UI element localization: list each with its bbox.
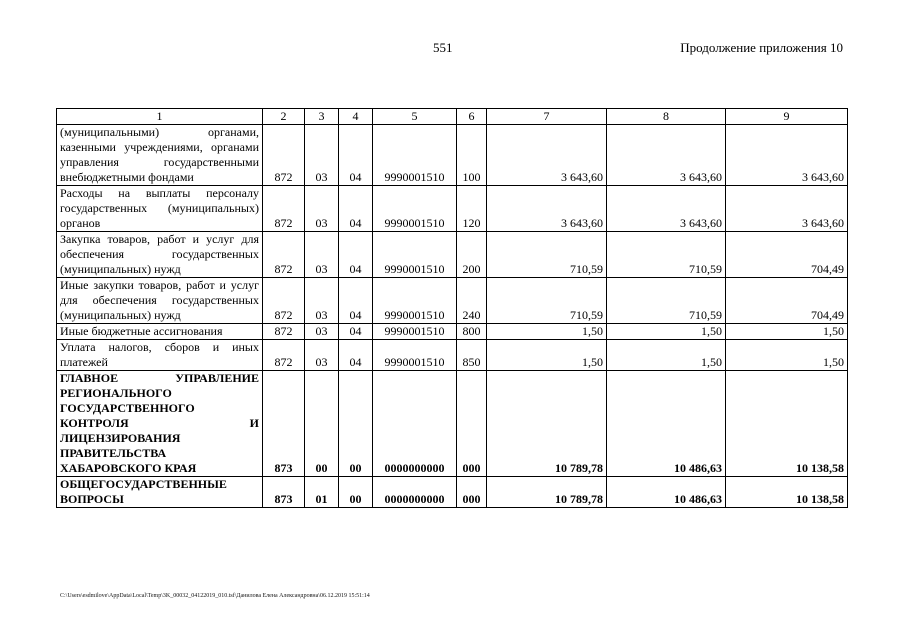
expense-name-cell: (муниципальными) органами, казенными учреждениями, органами управления государственными внебюджетными фондами bbox=[57, 125, 263, 186]
table-row bbox=[57, 186, 848, 232]
subsection-code-cell: 04 bbox=[339, 340, 373, 371]
subsection-code-cell: 00 bbox=[339, 477, 373, 508]
amount-cell: 3 643,60 bbox=[607, 125, 726, 186]
column-number: 8 bbox=[607, 109, 726, 125]
table-row bbox=[57, 340, 848, 371]
amount-cell: 10 138,58 bbox=[726, 477, 848, 508]
footer-file-path: C:\Users\esdmilove\AppData\Local\Temp\3K_00032_04122019_010.tsf\Данилова Елена Александровна\06.12.2019 15:51:14 bbox=[60, 593, 370, 599]
expense-name-cell: Расходы на выплаты персоналу государственных (муниципальных) органов bbox=[57, 186, 263, 232]
page-number: 551 bbox=[433, 40, 453, 55]
amount-cell: 710,59 bbox=[607, 232, 726, 278]
table-row bbox=[57, 324, 848, 340]
column-number: 9 bbox=[726, 109, 848, 125]
amount-cell: 1,50 bbox=[726, 340, 848, 371]
target-article-cell: 9990001510 bbox=[373, 278, 457, 324]
section-code-cell: 03 bbox=[305, 125, 339, 186]
subsection-code-cell: 04 bbox=[339, 232, 373, 278]
section-code-cell: 03 bbox=[305, 186, 339, 232]
expense-name-cell: ГЛАВНОЕ УПРАВЛЕНИЕ РЕГИОНАЛЬНОГО ГОСУДАРСТВЕННОГО КОНТРОЛЯ И ЛИЦЕНЗИРОВАНИЯ ПРАВИТЕЛЬСТВА ХАБАРОВСКОГО КРАЯ bbox=[57, 371, 263, 477]
expense-type-cell: 200 bbox=[457, 232, 487, 278]
department-code-cell: 872 bbox=[263, 324, 305, 340]
department-code-cell: 873 bbox=[263, 477, 305, 508]
column-number: 4 bbox=[339, 109, 373, 125]
appendix-continuation-label: Продолжение приложения 10 bbox=[680, 40, 843, 55]
expense-type-cell: 800 bbox=[457, 324, 487, 340]
amount-cell: 710,59 bbox=[487, 278, 607, 324]
amount-cell: 710,59 bbox=[487, 232, 607, 278]
table-row bbox=[57, 125, 848, 186]
section-code-cell: 03 bbox=[305, 324, 339, 340]
department-code-cell: 873 bbox=[263, 371, 305, 477]
amount-cell: 10 789,78 bbox=[487, 371, 607, 477]
amount-cell: 3 643,60 bbox=[726, 186, 848, 232]
amount-cell: 1,50 bbox=[607, 324, 726, 340]
expense-name-cell: Уплата налогов, сборов и иных платежей bbox=[57, 340, 263, 371]
department-code-cell: 872 bbox=[263, 186, 305, 232]
expense-name-cell: Закупка товаров, работ и услуг для обеспечения государственных (муниципальных) нужд bbox=[57, 232, 263, 278]
expense-name-cell: Иные закупки товаров, работ и услуг для обеспечения государственных (муниципальных) нужд bbox=[57, 278, 263, 324]
subsection-code-cell: 04 bbox=[339, 324, 373, 340]
target-article-cell: 9990001510 bbox=[373, 340, 457, 371]
table-row bbox=[57, 371, 848, 477]
expense-type-cell: 000 bbox=[457, 371, 487, 477]
subsection-code-cell: 00 bbox=[339, 371, 373, 477]
section-code-cell: 00 bbox=[305, 371, 339, 477]
table-row bbox=[57, 278, 848, 324]
target-article-cell: 0000000000 bbox=[373, 371, 457, 477]
amount-cell: 3 643,60 bbox=[487, 125, 607, 186]
amount-cell: 10 486,63 bbox=[607, 477, 726, 508]
section-code-cell: 03 bbox=[305, 278, 339, 324]
amount-cell: 704,49 bbox=[726, 232, 848, 278]
amount-cell: 3 643,60 bbox=[607, 186, 726, 232]
amount-cell: 10 789,78 bbox=[487, 477, 607, 508]
section-code-cell: 03 bbox=[305, 232, 339, 278]
expense-type-cell: 100 bbox=[457, 125, 487, 186]
target-article-cell: 0000000000 bbox=[373, 477, 457, 508]
subsection-code-cell: 04 bbox=[339, 125, 373, 186]
budget-table-body bbox=[57, 109, 848, 508]
department-code-cell: 872 bbox=[263, 125, 305, 186]
table-row bbox=[57, 477, 848, 508]
target-article-cell: 9990001510 bbox=[373, 232, 457, 278]
section-code-cell: 03 bbox=[305, 340, 339, 371]
subsection-code-cell: 04 bbox=[339, 278, 373, 324]
department-code-cell: 872 bbox=[263, 232, 305, 278]
amount-cell: 1,50 bbox=[607, 340, 726, 371]
expense-type-cell: 000 bbox=[457, 477, 487, 508]
amount-cell: 710,59 bbox=[607, 278, 726, 324]
column-number: 7 bbox=[487, 109, 607, 125]
budget-table bbox=[56, 108, 848, 508]
expense-type-cell: 850 bbox=[457, 340, 487, 371]
column-number: 3 bbox=[305, 109, 339, 125]
amount-cell: 10 138,58 bbox=[726, 371, 848, 477]
column-number: 1 bbox=[57, 109, 263, 125]
amount-cell: 1,50 bbox=[726, 324, 848, 340]
section-code-cell: 01 bbox=[305, 477, 339, 508]
column-number: 5 bbox=[373, 109, 457, 125]
amount-cell: 3 643,60 bbox=[487, 186, 607, 232]
amount-cell: 3 643,60 bbox=[726, 125, 848, 186]
target-article-cell: 9990001510 bbox=[373, 125, 457, 186]
department-code-cell: 872 bbox=[263, 340, 305, 371]
amount-cell: 10 486,63 bbox=[607, 371, 726, 477]
expense-type-cell: 120 bbox=[457, 186, 487, 232]
amount-cell: 1,50 bbox=[487, 340, 607, 371]
column-number: 6 bbox=[457, 109, 487, 125]
amount-cell: 1,50 bbox=[487, 324, 607, 340]
amount-cell: 704,49 bbox=[726, 278, 848, 324]
table-row bbox=[57, 232, 848, 278]
target-article-cell: 9990001510 bbox=[373, 324, 457, 340]
column-number-row bbox=[57, 109, 848, 125]
expense-type-cell: 240 bbox=[457, 278, 487, 324]
expense-name-cell: ОБЩЕГОСУДАРСТВЕННЫЕ ВОПРОСЫ bbox=[57, 477, 263, 508]
expense-name-cell: Иные бюджетные ассигнования bbox=[57, 324, 263, 340]
target-article-cell: 9990001510 bbox=[373, 186, 457, 232]
subsection-code-cell: 04 bbox=[339, 186, 373, 232]
column-number: 2 bbox=[263, 109, 305, 125]
department-code-cell: 872 bbox=[263, 278, 305, 324]
